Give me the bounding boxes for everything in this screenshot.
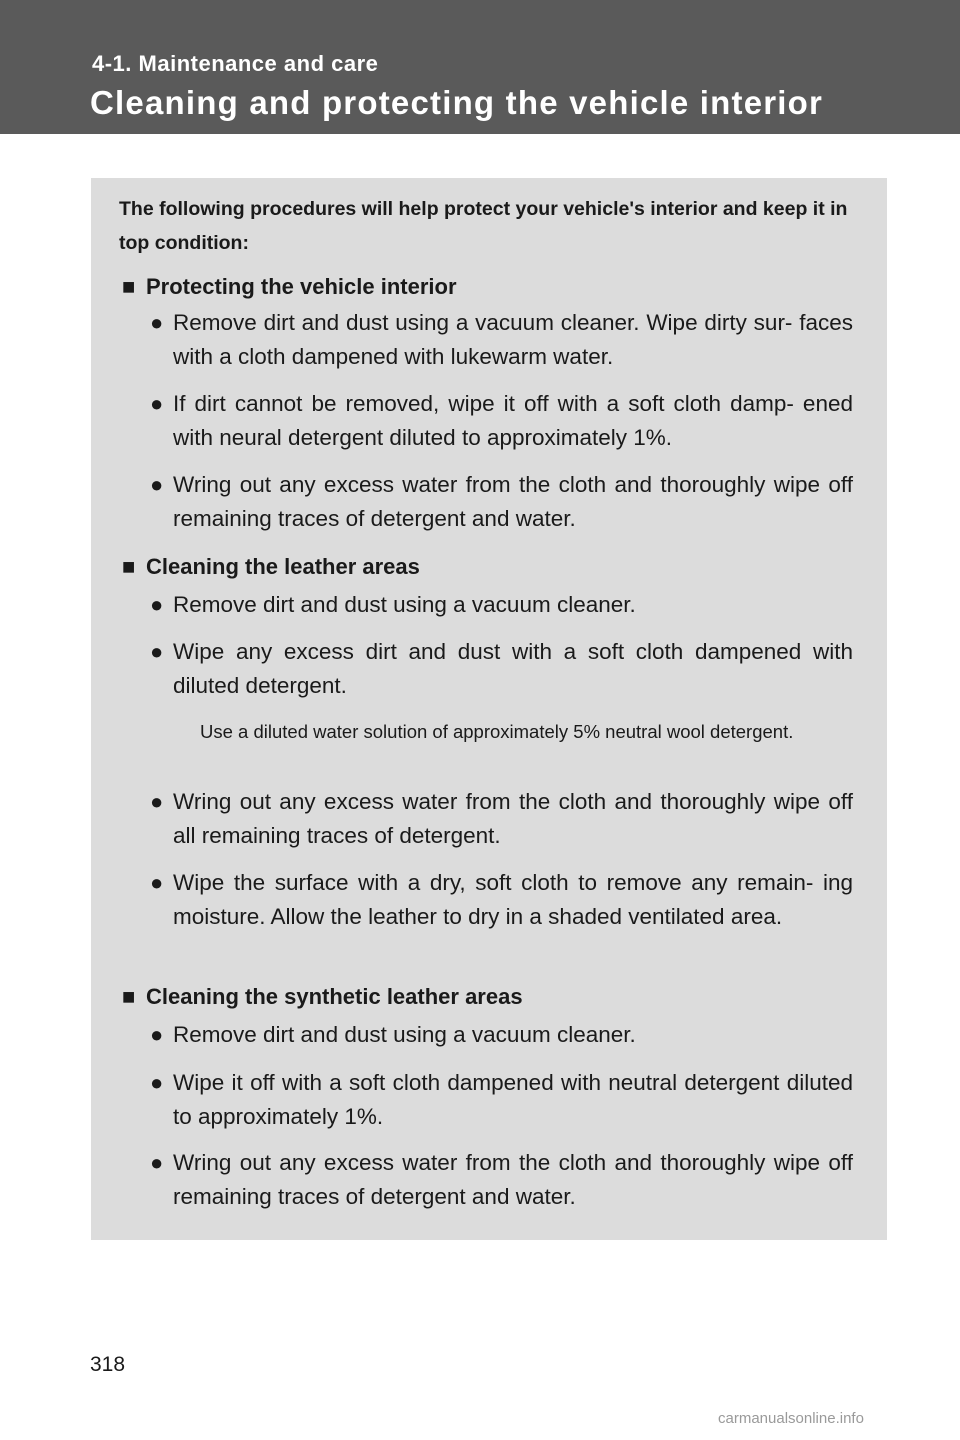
list-item-text: Remove dirt and dust using a vacuum cleaner. Wipe dirty sur- faces with a cloth dampened with lukewarm water. xyxy=(173,310,853,369)
page-number: 318 xyxy=(90,1353,126,1376)
bullet-dot-icon: ● xyxy=(150,1150,164,1175)
bullet-dot-icon: ● xyxy=(150,789,164,814)
list-item-text: Wring out any excess water from the cloth and thoroughly wipe off all remaining traces of detergent. xyxy=(173,789,853,848)
section-heading-synthetic xyxy=(122,982,523,1012)
list-item-text: Wipe the surface with a dry, soft cloth to remove any remain- ing moisture. Allow the leather to dry in a shaded ventilated area. xyxy=(173,870,853,929)
square-bullet-icon: ■ xyxy=(122,554,136,579)
bullet-dot-icon: ● xyxy=(150,870,164,895)
intro-text: The following procedures will help protect your vehicle's interior and keep it in top condition: xyxy=(119,198,848,254)
list-item xyxy=(150,588,853,622)
list-item-text: Wring out any excess water from the cloth and thoroughly wipe off remaining traces of detergent and water. xyxy=(173,472,853,531)
section-heading-text: Cleaning the synthetic leather areas xyxy=(146,984,523,1009)
section-label: 4-1. Maintenance and care xyxy=(92,51,379,76)
list-item xyxy=(150,306,853,374)
page-header xyxy=(0,0,960,134)
list-item xyxy=(150,635,853,703)
list-item xyxy=(150,785,853,853)
bullet-dot-icon: ● xyxy=(150,391,164,416)
bullet-dot-icon: ● xyxy=(150,639,164,664)
list-item xyxy=(150,468,853,536)
bullet-dot-icon: ● xyxy=(150,1022,164,1047)
list-item-text: Wipe it off with a soft cloth dampened with neutral detergent diluted to approximately 1%. xyxy=(173,1070,853,1129)
section-heading-leather xyxy=(122,552,420,582)
watermark: carmanualsonline.info xyxy=(718,1410,864,1427)
square-bullet-icon: ■ xyxy=(122,984,136,1009)
note-text: Use a diluted water solution of approximately 5% neutral wool detergent. xyxy=(200,721,794,742)
list-item-text: Wipe any excess dirt and dust with a soft cloth dampened with diluted detergent. xyxy=(173,639,853,698)
bullet-dot-icon: ● xyxy=(150,592,164,617)
list-item-text: Remove dirt and dust using a vacuum cleaner. xyxy=(173,1022,636,1047)
list-item-text: Remove dirt and dust using a vacuum cleaner. xyxy=(173,592,636,617)
list-item xyxy=(150,387,853,455)
bullet-dot-icon: ● xyxy=(150,1070,164,1095)
bullet-dot-icon: ● xyxy=(150,310,164,335)
list-item-text: Wring out any excess water from the cloth and thoroughly wipe off remaining traces of detergent and water. xyxy=(173,1150,853,1209)
list-item xyxy=(150,866,853,934)
section-heading-text: Protecting the vehicle interior xyxy=(146,274,457,299)
section-heading-text: Cleaning the leather areas xyxy=(146,554,420,579)
list-item xyxy=(150,1146,853,1214)
page-title: Cleaning and protecting the vehicle interior xyxy=(90,84,824,121)
section-heading-protecting xyxy=(122,272,457,302)
square-bullet-icon: ■ xyxy=(122,274,136,299)
list-item-text: If dirt cannot be removed, wipe it off with a soft cloth damp- ened with neural detergent diluted to approximately 1%. xyxy=(173,391,853,450)
list-item xyxy=(150,1066,853,1134)
bullet-dot-icon: ● xyxy=(150,472,164,497)
list-item xyxy=(150,1018,853,1052)
